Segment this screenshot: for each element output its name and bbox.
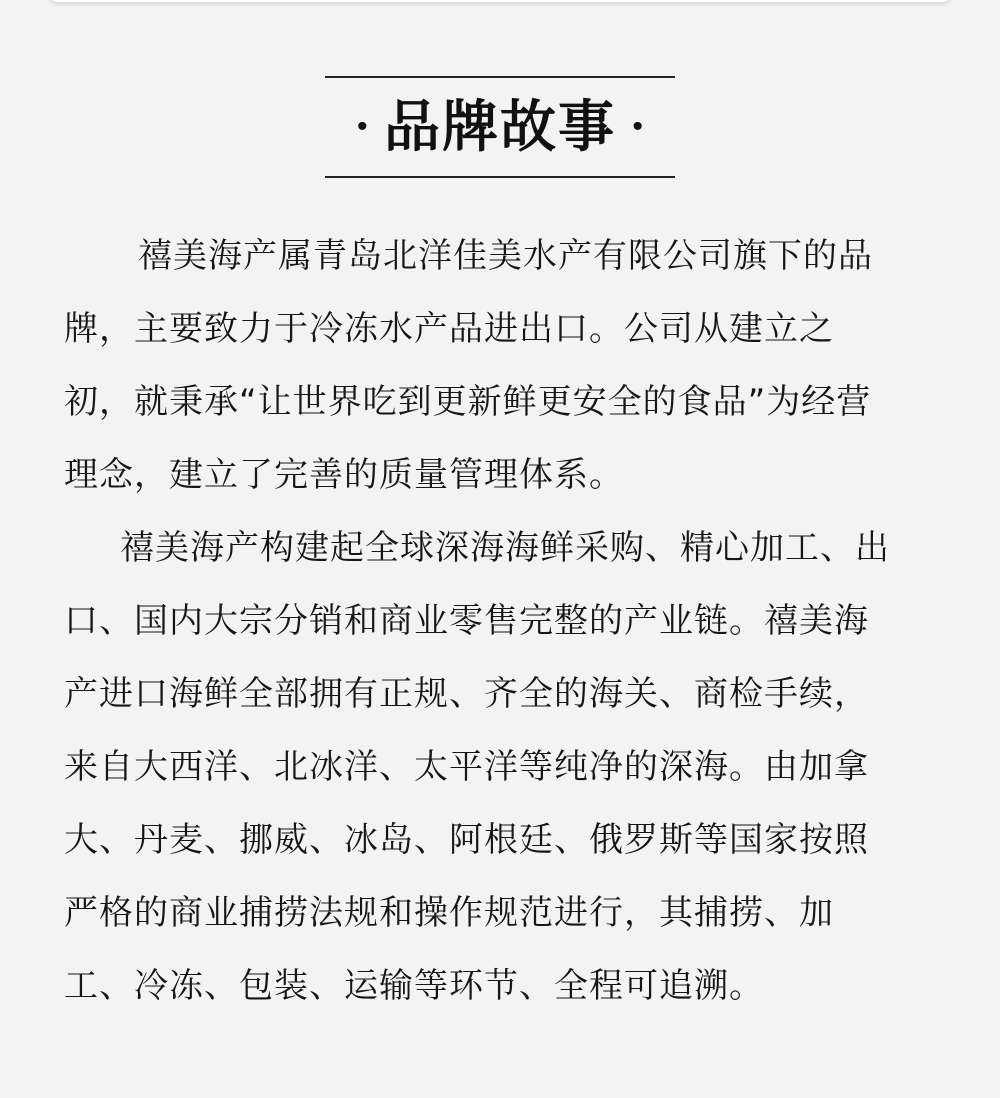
paragraph-line: 初，就秉承“让世界吃到更新鲜更安全的食品”为经营 — [64, 382, 872, 422]
paragraph-line: 禧美海产构建起全球深海海鲜采购、精心加工、出 — [120, 528, 890, 568]
paragraph-line: 严格的商业捕捞法规和操作规范进行，其捕捞、加 — [64, 893, 834, 933]
header-title-row — [325, 86, 675, 168]
top-card-edge — [48, 0, 952, 2]
paragraph-line: 口、国内大宗分销和商业零售完整的产业链。禧美海 — [64, 601, 869, 641]
paragraph-line: 禧美海产属青岛北洋佳美水产有限公司旗下的品 — [138, 236, 873, 276]
paragraph-intro — [64, 220, 940, 512]
brand-story-header — [325, 76, 675, 178]
paragraph-line: 理念，建立了完善的质量管理体系。 — [64, 455, 624, 495]
page-title: 品牌故事 — [384, 94, 616, 160]
header-top-rule — [325, 76, 675, 78]
header-bottom-rule — [325, 176, 675, 178]
paragraph-line: 牌，主要致力于冷冻水产品进出口。公司从建立之 — [64, 309, 834, 349]
title-dot-right: · — [630, 101, 646, 152]
paragraph-supply-chain — [64, 512, 940, 1023]
paragraph-line: 工、冷冻、包装、运输等环节、全程可追溯。 — [64, 966, 764, 1006]
paragraph-line: 大、丹麦、挪威、冰岛、阿根廷、俄罗斯等国家按照 — [64, 820, 869, 860]
title-dot-left: · — [354, 101, 370, 152]
brand-story-body — [64, 220, 940, 1023]
paragraph-line: 产进口海鲜全部拥有正规、齐全的海关、商检手续， — [64, 674, 869, 714]
paragraph-line: 来自大西洋、北冰洋、太平洋等纯净的深海。由加拿 — [64, 747, 869, 787]
